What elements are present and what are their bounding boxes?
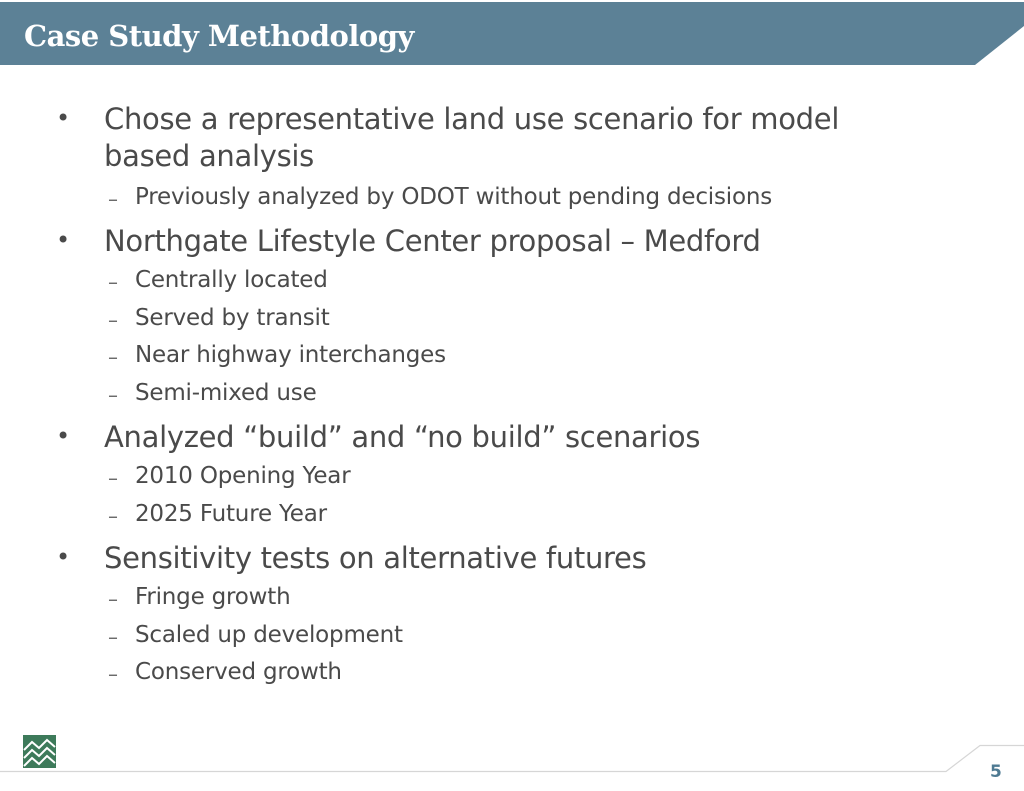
sub-bullet-marker: – bbox=[108, 345, 118, 369]
bullet-text: Analyzed “build” and “no build” scenarios bbox=[104, 420, 701, 454]
sub-bullet-text: Fringe growth bbox=[135, 584, 291, 610]
sub-bullet-text: Conserved growth bbox=[135, 659, 342, 685]
sub-bullet-marker: – bbox=[108, 466, 118, 490]
page-number: 5 bbox=[990, 762, 1002, 782]
bullet-text: Chose a representative land use scenario for model bbox=[104, 102, 840, 136]
bullet-marker: • bbox=[56, 543, 71, 571]
bullet-marker: • bbox=[56, 422, 71, 450]
sub-bullet-marker: – bbox=[108, 625, 118, 649]
sub-bullet-marker: – bbox=[108, 383, 118, 407]
sub-bullet-marker: – bbox=[108, 187, 118, 211]
slide-title: Case Study Methodology bbox=[24, 19, 414, 53]
sub-bullet-marker: – bbox=[108, 662, 118, 686]
sub-bullet-text: 2010 Opening Year bbox=[135, 463, 351, 489]
sub-bullet-text: Served by transit bbox=[135, 305, 330, 331]
sub-bullet-text: 2025 Future Year bbox=[135, 501, 327, 527]
sub-bullet-marker: – bbox=[108, 587, 118, 611]
sub-bullet-marker: – bbox=[108, 504, 118, 528]
sub-bullet-text: Scaled up development bbox=[135, 622, 403, 648]
sub-bullet-marker: – bbox=[108, 308, 118, 332]
sub-bullet-text: Near highway interchanges bbox=[135, 342, 446, 368]
bullet-marker: • bbox=[56, 226, 71, 254]
bullet-text: Northgate Lifestyle Center proposal – Medford bbox=[104, 224, 761, 258]
bullet-text: Sensitivity tests on alternative futures bbox=[104, 541, 647, 575]
mountain-logo-icon bbox=[23, 735, 56, 768]
bullet-text-continued: based analysis bbox=[104, 139, 314, 173]
sub-bullet-text: Previously analyzed by ODOT without pending decisions bbox=[135, 184, 772, 210]
bullet-marker: • bbox=[56, 104, 71, 132]
sub-bullet-text: Centrally located bbox=[135, 267, 328, 293]
sub-bullet-marker: – bbox=[108, 270, 118, 294]
sub-bullet-text: Semi-mixed use bbox=[135, 380, 317, 406]
